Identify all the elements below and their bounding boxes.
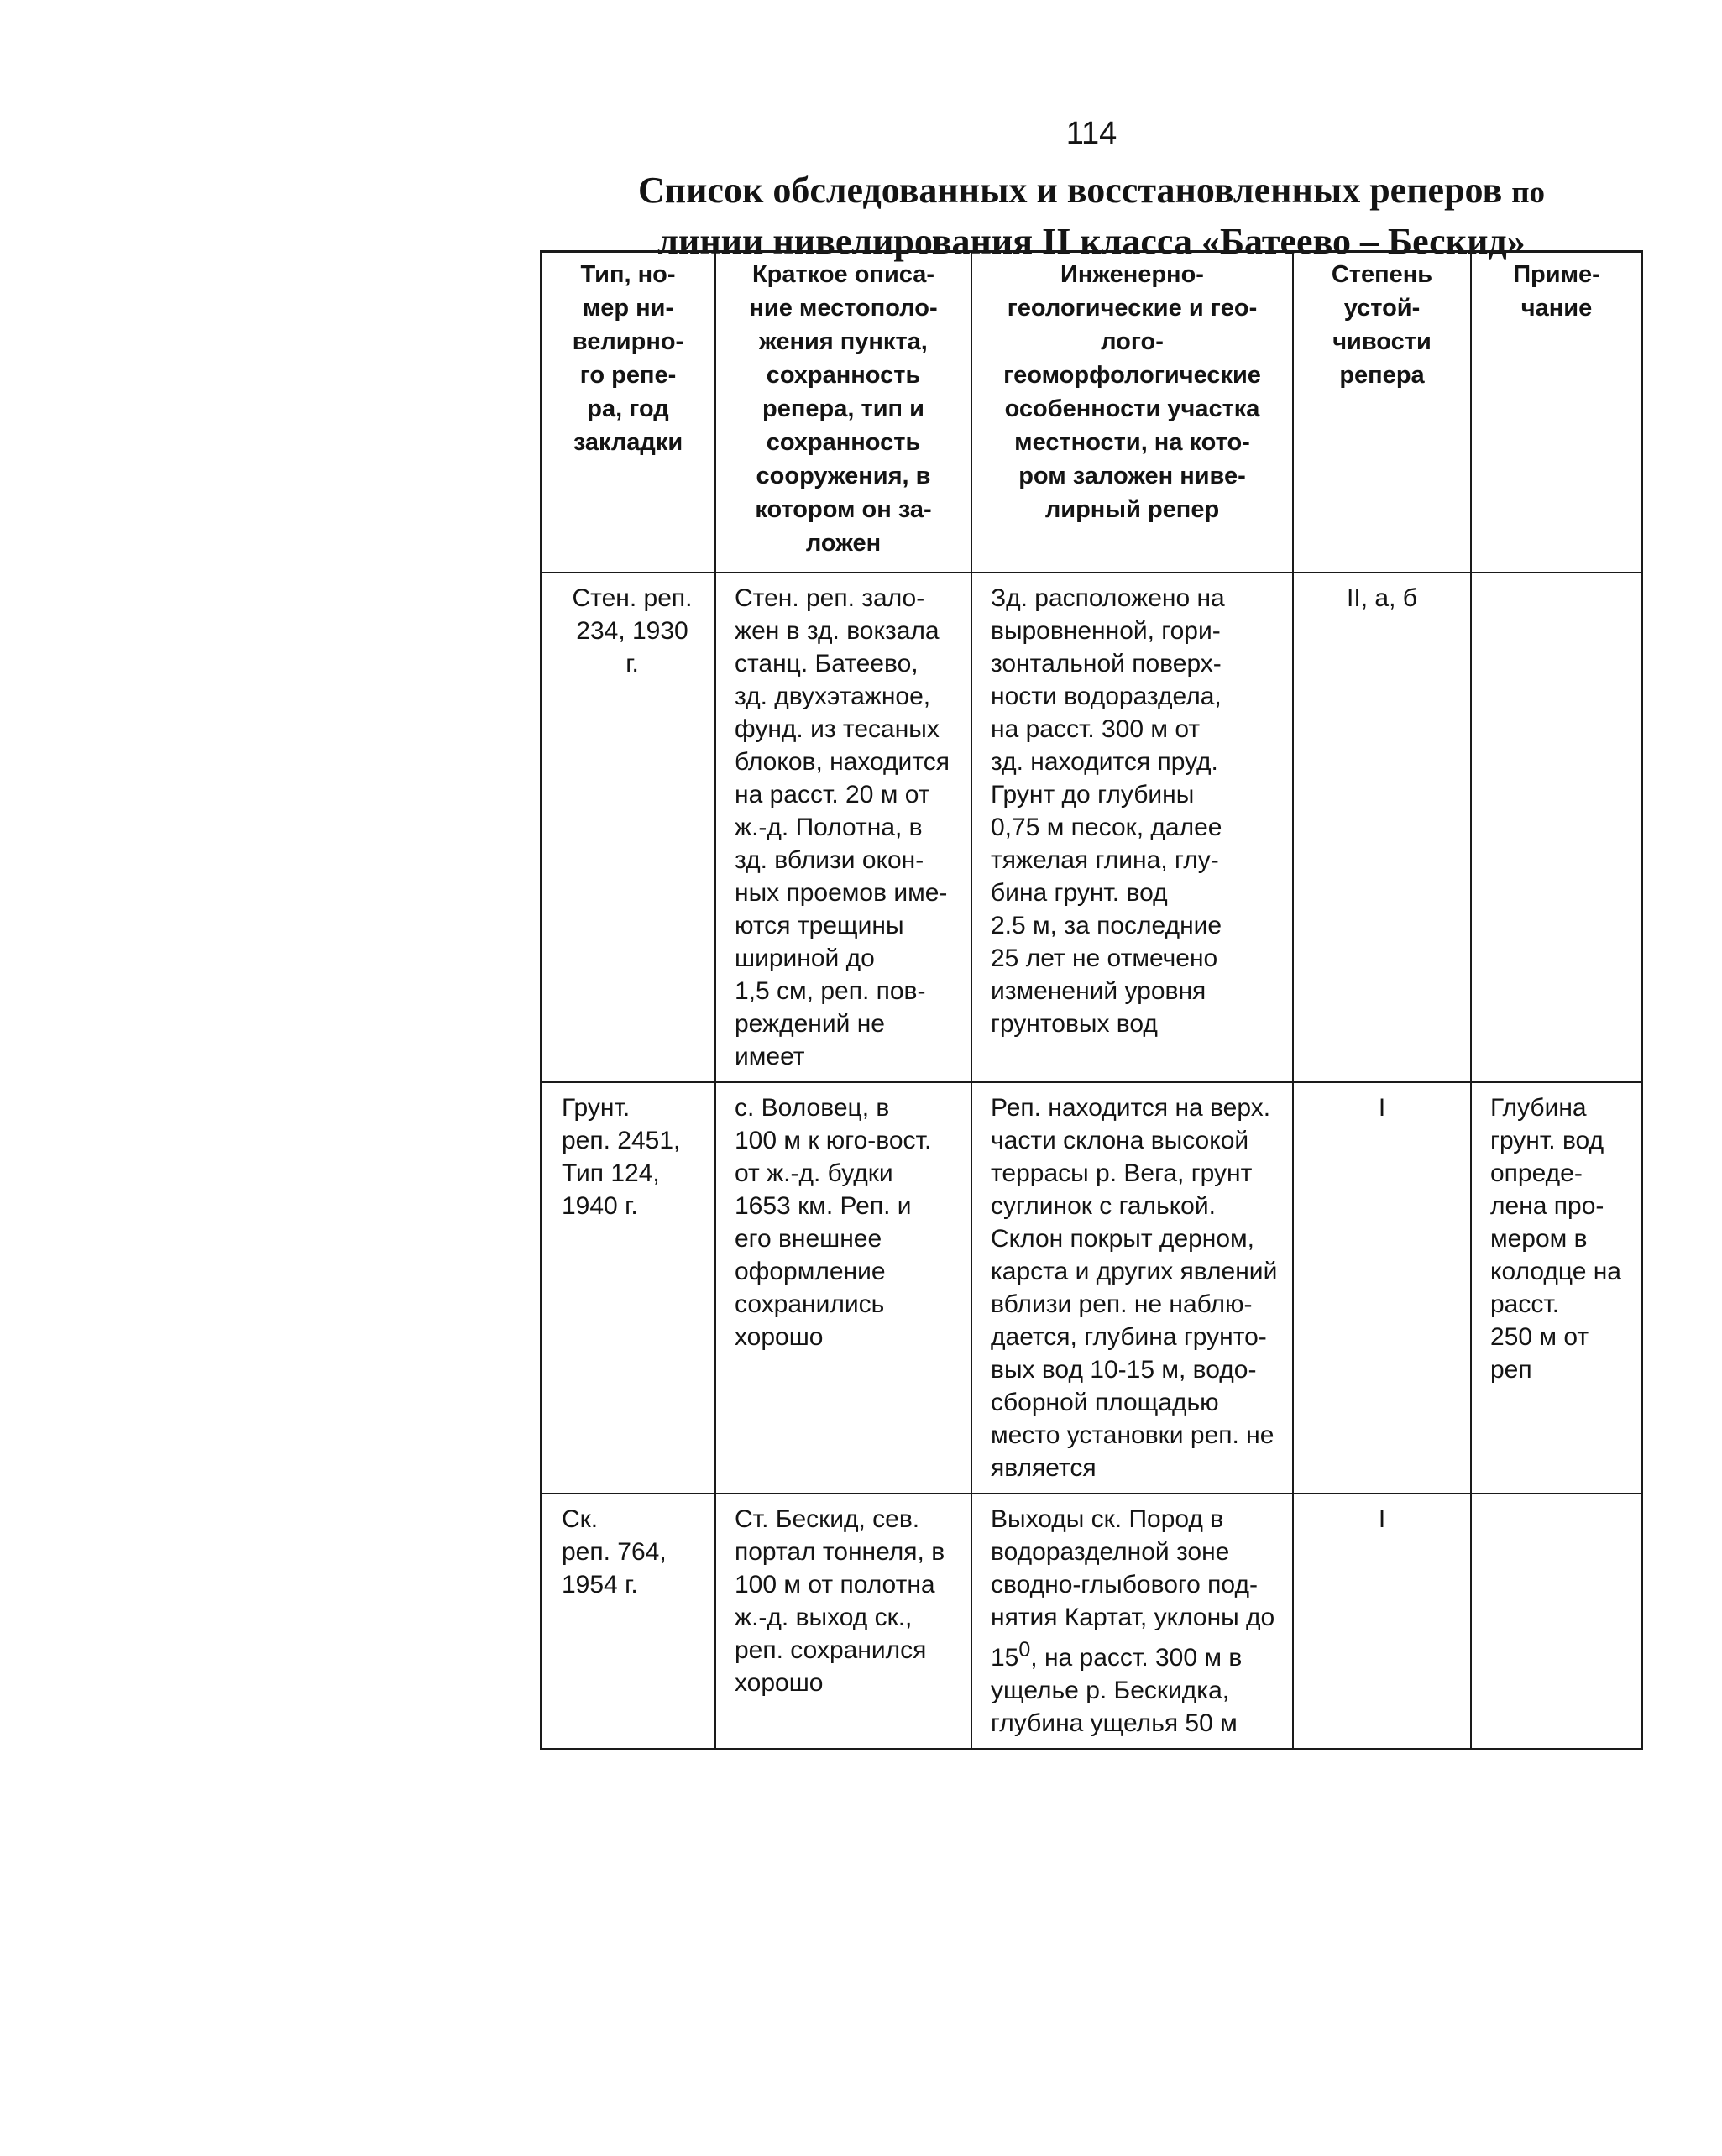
table-header-row bbox=[541, 252, 1642, 573]
benchmark-table bbox=[540, 250, 1643, 1750]
title-line-2: линии нивелирования II класса «Батеево – Бескид» bbox=[657, 221, 1526, 262]
cell-geology-text-b: , на расст. 300 м в ущелье р. Бескидка, глубина ущелья 50 м bbox=[991, 1643, 1243, 1737]
cell-description: Стен. реп. зало- жен в зд. вокзала станц. Батеево, зд. двухэтажное, фунд. из тесаных блоков, находится на расст. 20 м от ж.-д. Полотна, в зд. вблизи окон- ных проемов име- ются трещины шириной до 1,5 см, реп. пов- реждений не имеет bbox=[715, 573, 971, 1082]
title-line-1-tail: по bbox=[1511, 175, 1546, 210]
cell-note bbox=[1471, 1494, 1642, 1749]
cell-geology bbox=[971, 1494, 1293, 1749]
table-row bbox=[541, 1082, 1642, 1494]
table-row bbox=[541, 1494, 1642, 1749]
cell-type: Грунт. реп. 2451, Тип 124, 1940 г. bbox=[541, 1082, 715, 1494]
cell-note bbox=[1471, 573, 1642, 1082]
title-line-1-text: Список обследованных и восстановленных реперов bbox=[637, 170, 1503, 211]
cell-note: Глубина грунт. вод опреде- лена про- мером в колодце на расст. 250 м от реп bbox=[1471, 1082, 1642, 1494]
cell-type: Ск. реп. 764, 1954 г. bbox=[541, 1494, 715, 1749]
cell-description: с. Воловец, в 100 м к юго-вост. от ж.-д. будки 1653 км. Реп. и его внешнее оформление сохранились хорошо bbox=[715, 1082, 971, 1494]
header-description: Краткое описа- ние местополо- жения пункта, сохранность репера, тип и сохранность сооружения, в котором он за- ложен bbox=[715, 252, 971, 573]
cell-geology: Реп. находится на верх. части склона высокой террасы р. Вега, грунт суглинок с галькой. Склон покрыт дерном, карста и других явлений вблизи реп. не наблю- дается, глубина грунто- вых вод 10-15 м, водо- сборной площадью место установки реп. не является bbox=[971, 1082, 1293, 1494]
cell-type: Стен. реп. 234, 1930 г. bbox=[541, 573, 715, 1082]
header-note: Приме- чание bbox=[1471, 252, 1642, 573]
cell-description: Ст. Бескид, сев. портал тоннеля, в 100 м от полотна ж.-д. выход ск., реп. сохранился хорошо bbox=[715, 1494, 971, 1749]
cell-geology-text-a: Выходы ск. Пород в водоразделной зоне сводно-глыбового под- нятия Картат, уклоны до 15 bbox=[991, 1504, 1275, 1672]
page-number: 114 bbox=[1065, 116, 1117, 151]
cell-stability: I bbox=[1293, 1494, 1471, 1749]
header-type: Тип, но- мер ни- велирно- го репе- ра, год закладки bbox=[541, 252, 715, 573]
cell-stability: II, а, б bbox=[1293, 573, 1471, 1082]
cell-geology: Зд. расположено на выровненной, гори- зонтальной поверх- ности водораздела, на расст. 300 м от зд. находится пруд. Грунт до глубины 0,75 м песок, далее тяжелая глина, глу- бина грунт. вод 2.5 м, за последние 25 лет не отмечено изменений уровня грунтовых вод bbox=[971, 573, 1293, 1082]
degree-superscript: 0 bbox=[1018, 1637, 1031, 1661]
title-line-1 bbox=[537, 168, 1646, 216]
header-stability: Степень устой- чивости репера bbox=[1293, 252, 1471, 573]
header-geology: Инженерно- геологические и гео- лого- геоморфологические особенности участка местности, на кото- ром заложен ниве- лирный репер bbox=[971, 252, 1293, 573]
cell-stability: I bbox=[1293, 1082, 1471, 1494]
table-row bbox=[541, 573, 1642, 1082]
